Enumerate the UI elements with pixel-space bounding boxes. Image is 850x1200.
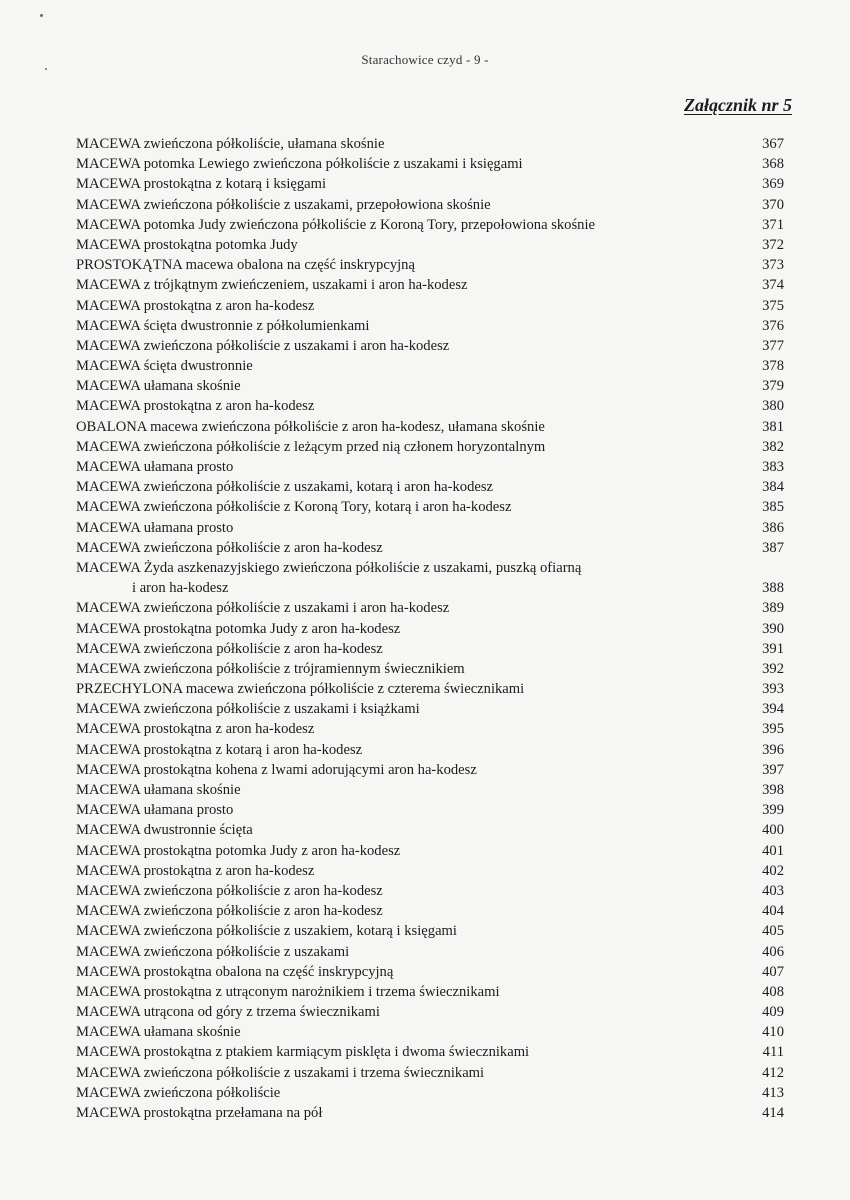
entry-description: MACEWA zwieńczona półkoliście z leżącym przed nią członem horyzontalnym xyxy=(76,438,546,455)
entry-line xyxy=(76,316,784,336)
entry-line xyxy=(76,820,784,840)
scan-speck xyxy=(45,68,47,70)
scan-speck xyxy=(40,14,43,17)
list-item xyxy=(76,921,784,941)
entry-number: 376 xyxy=(762,317,784,334)
list-item xyxy=(76,154,784,174)
entry-description: OBALONA macewa zwieńczona półkoliście z aron ha-kodesz, ułamana skośnie xyxy=(76,418,545,435)
list-item xyxy=(76,134,784,154)
entry-description: MACEWA zwieńczona półkoliście, ułamana skośnie xyxy=(76,136,385,152)
entry-line xyxy=(76,578,784,598)
entry-line xyxy=(76,518,784,538)
entry-number: 405 xyxy=(762,923,784,940)
entry-line xyxy=(76,780,784,800)
list-item xyxy=(76,174,784,194)
entry-line xyxy=(76,881,784,901)
entry-number: 412 xyxy=(762,1064,784,1081)
list-item xyxy=(76,982,784,1002)
entry-number: 401 xyxy=(762,842,784,859)
entry-description: MACEWA potomka Lewiego zwieńczona półkoliście z uszakami i księgami xyxy=(76,156,523,173)
entry-description: MACEWA prostokątna z kotarą i aron ha-kodesz xyxy=(76,741,363,758)
entry-line xyxy=(76,901,784,921)
entry-description: MACEWA zwieńczona półkoliście z aron ha-kodesz xyxy=(76,903,383,920)
running-header: Starachowice czyd - 9 - xyxy=(361,52,489,67)
entry-line xyxy=(76,255,784,275)
entry-number: 383 xyxy=(762,459,784,475)
entry-line xyxy=(76,134,784,154)
list-item xyxy=(76,820,784,840)
list-item xyxy=(76,316,784,336)
list-item xyxy=(76,881,784,901)
entry-description: MACEWA prostokątna z aron ha-kodesz xyxy=(76,398,315,415)
entry-description: MACEWA ułamana prosto xyxy=(76,802,234,819)
entry-line xyxy=(76,1002,784,1022)
entry-description: MACEWA prostokątna potomka Judy xyxy=(76,236,298,253)
entry-line xyxy=(76,497,784,517)
entry-description: MACEWA ścięta dwustronnie z półkolumienkami xyxy=(76,317,370,334)
entry-number: 370 xyxy=(762,196,784,213)
entry-line xyxy=(76,235,784,255)
entry-line xyxy=(76,457,784,477)
entry-number: 378 xyxy=(762,358,784,375)
list-item xyxy=(76,1083,784,1103)
list-item xyxy=(76,800,784,820)
entry-number: 399 xyxy=(762,802,784,819)
entry-number: 408 xyxy=(762,983,784,1000)
list-item xyxy=(76,376,784,396)
annex-title: Załącznik nr 5 xyxy=(683,95,792,115)
entry-description: MACEWA prostokątna z utrąconym narożnikiem i trzema świecznikami xyxy=(76,983,500,1000)
entry-number: 395 xyxy=(762,721,784,738)
entry-number: 406 xyxy=(762,943,784,960)
entry-number: 380 xyxy=(762,398,784,415)
entry-description: MACEWA prostokątna z ptakiem karmiącym pisklęta i dwoma świecznikami xyxy=(76,1044,530,1061)
entry-description: MACEWA prostokątna obalona na część inskrypcyjną xyxy=(76,963,394,980)
entry-line xyxy=(76,740,784,760)
entry-number: 403 xyxy=(762,882,784,899)
entry-line xyxy=(76,437,784,457)
list-item xyxy=(76,437,784,457)
entry-description: MACEWA zwieńczona półkoliście xyxy=(76,1084,281,1101)
entry-line xyxy=(76,861,784,881)
entry-description: MACEWA ułamana prosto xyxy=(76,519,234,536)
list-item xyxy=(76,417,784,437)
entry-number: 391 xyxy=(762,640,784,657)
entry-number: 411 xyxy=(762,1044,784,1061)
entry-number: 410 xyxy=(762,1024,784,1041)
entry-description: MACEWA prostokątna potomka Judy z aron ha-kodesz xyxy=(76,842,401,859)
entry-line xyxy=(76,1083,784,1103)
entry-number: 409 xyxy=(762,1004,784,1021)
entry-number: 379 xyxy=(762,378,784,395)
entry-line xyxy=(76,942,784,962)
entry-number: 382 xyxy=(762,438,784,455)
list-item xyxy=(76,1022,784,1042)
list-item xyxy=(76,780,784,800)
entry-description: MACEWA ułamana skośnie xyxy=(76,1024,241,1041)
entry-number: 404 xyxy=(762,903,784,920)
entry-description: MACEWA zwieńczona półkoliście z aron ha-kodesz xyxy=(76,640,383,657)
entry-number: 392 xyxy=(762,660,784,677)
list-item xyxy=(76,619,784,639)
entry-number: 372 xyxy=(762,236,784,253)
entry-line xyxy=(76,174,784,194)
entry-number: 393 xyxy=(762,681,784,698)
list-item xyxy=(76,679,784,699)
entry-line xyxy=(76,538,784,558)
entry-description: MACEWA prostokątna przełamana na pół xyxy=(76,1105,323,1121)
entry-line xyxy=(76,598,784,618)
entry-line xyxy=(76,195,784,215)
entry-number: 407 xyxy=(762,963,784,980)
entry-number: 402 xyxy=(762,862,784,879)
list-item xyxy=(76,215,784,235)
entry-line xyxy=(76,396,784,416)
entry-line xyxy=(76,760,784,780)
entry-line xyxy=(76,376,784,396)
entry-number: 389 xyxy=(762,600,784,617)
entry-description: MACEWA zwieńczona półkoliście z uszakami i książkami xyxy=(76,701,420,718)
entry-number: 371 xyxy=(762,216,784,233)
entry-description: MACEWA zwieńczona półkoliście z uszakami, przepołowiona skośnie xyxy=(76,196,491,213)
list-item xyxy=(76,942,784,962)
entry-description: MACEWA ścięta dwustronnie xyxy=(76,358,253,375)
entry-description: MACEWA prostokątna z aron ha-kodesz xyxy=(76,721,315,738)
entry-number: 385 xyxy=(762,499,784,516)
entry-description: MACEWA prostokątna kohena z lwami adorującymi aron ha-kodesz xyxy=(76,761,477,778)
entry-line xyxy=(76,296,784,316)
list-item xyxy=(76,296,784,316)
entry-description: MACEWA zwieńczona półkoliście z trójramiennym świecznikiem xyxy=(76,660,465,677)
entry-description: MACEWA zwieńczona półkoliście z uszakami i aron ha-kodesz xyxy=(76,337,450,354)
entry-description: MACEWA dwustronnie ścięta xyxy=(76,822,253,839)
entry-description: MACEWA Żyda aszkenazyjskiego zwieńczona półkoliście z uszakami, puszką ofiarną xyxy=(76,559,582,576)
list-item xyxy=(76,699,784,719)
entry-line xyxy=(76,982,784,1002)
entry-line xyxy=(76,659,784,679)
list-item xyxy=(76,457,784,477)
entry-description: MACEWA ułamana skośnie xyxy=(76,378,241,395)
list-item xyxy=(76,356,784,376)
entry-number: 377 xyxy=(762,337,784,354)
entry-description: MACEWA prostokątna potomka Judy z aron ha-kodesz xyxy=(76,620,401,637)
entry-description: MACEWA prostokątna z kotarą i księgami xyxy=(76,176,327,193)
entry-description: MACEWA prostokątna z aron ha-kodesz xyxy=(76,862,315,879)
list-item xyxy=(76,962,784,982)
entry-number: 381 xyxy=(762,418,784,435)
entry-description: MACEWA ułamana prosto xyxy=(76,459,234,475)
list-item xyxy=(76,336,784,356)
entry-number: 396 xyxy=(762,741,784,758)
entry-line xyxy=(76,699,784,719)
entry-line xyxy=(76,800,784,820)
entry-description: PRZECHYLONA macewa zwieńczona półkoliście z czterema świecznikami xyxy=(76,681,525,698)
entry-description: MACEWA zwieńczona półkoliście z uszakami i trzema świecznikami xyxy=(76,1064,485,1081)
entry-line xyxy=(76,477,784,497)
entry-line xyxy=(76,558,784,578)
entry-number: 413 xyxy=(762,1084,784,1101)
entry-number: 374 xyxy=(762,277,784,294)
list-item xyxy=(76,740,784,760)
entry-description-continuation: i aron ha-kodesz xyxy=(132,580,229,597)
entry-description: MACEWA potomka Judy zwieńczona półkoliście z Koroną Tory, przepołowiona skośnie xyxy=(76,216,595,233)
entry-number: 368 xyxy=(762,156,784,173)
list-item xyxy=(76,255,784,275)
list-item xyxy=(76,396,784,416)
entry-number: 384 xyxy=(762,479,784,496)
entry-description: MACEWA zwieńczona półkoliście z uszakami xyxy=(76,943,350,960)
entry-description: MACEWA utrącona od góry z trzema świecznikami xyxy=(76,1004,380,1021)
list-item xyxy=(76,760,784,780)
entry-number: 390 xyxy=(762,620,784,637)
entry-description: PROSTOKĄTNA macewa obalona na część inskrypcyjną xyxy=(76,257,415,274)
entry-description: MACEWA prostokątna z aron ha-kodesz xyxy=(76,297,315,314)
entry-number: 388 xyxy=(762,580,784,597)
entry-line xyxy=(76,1022,784,1042)
entry-line xyxy=(76,1042,784,1062)
entry-number: 397 xyxy=(762,761,784,778)
list-item xyxy=(76,1063,784,1083)
list-item xyxy=(76,1002,784,1022)
entry-number: 398 xyxy=(762,782,784,798)
entry-line xyxy=(76,841,784,861)
entry-number: 400 xyxy=(762,822,784,839)
list-item xyxy=(76,558,784,598)
entry-list xyxy=(76,134,784,1123)
entry-line xyxy=(76,215,784,235)
list-item xyxy=(76,235,784,255)
entry-description: MACEWA zwieńczona półkoliście z uszakami i aron ha-kodesz xyxy=(76,600,450,617)
list-item xyxy=(76,901,784,921)
entry-line xyxy=(76,1063,784,1083)
entry-number: 367 xyxy=(762,136,784,152)
entry-description: MACEWA zwieńczona półkoliście z uszakiem, kotarą i księgami xyxy=(76,923,457,940)
list-item xyxy=(76,518,784,538)
entry-description: MACEWA zwieńczona półkoliście z aron ha-kodesz xyxy=(76,539,383,556)
entry-description: MACEWA zwieńczona półkoliście z aron ha-kodesz xyxy=(76,882,383,899)
list-item xyxy=(76,719,784,739)
entry-line xyxy=(76,1103,784,1123)
entry-number: 373 xyxy=(762,257,784,274)
list-item xyxy=(76,195,784,215)
entry-line xyxy=(76,275,784,295)
entry-number: 386 xyxy=(762,519,784,536)
entry-description: MACEWA zwieńczona półkoliście z uszakami, kotarą i aron ha-kodesz xyxy=(76,479,493,496)
entry-number: 414 xyxy=(762,1105,784,1121)
list-item xyxy=(76,861,784,881)
list-item xyxy=(76,497,784,517)
entry-number: 387 xyxy=(762,539,784,556)
entry-line xyxy=(76,154,784,174)
entry-line xyxy=(76,962,784,982)
entry-line xyxy=(76,336,784,356)
list-item xyxy=(76,841,784,861)
list-item xyxy=(76,275,784,295)
entry-line xyxy=(76,639,784,659)
list-item xyxy=(76,1042,784,1062)
entry-number: 375 xyxy=(762,297,784,314)
entry-description: MACEWA ułamana skośnie xyxy=(76,782,241,798)
entry-line xyxy=(76,417,784,437)
list-item xyxy=(76,598,784,618)
entry-line xyxy=(76,356,784,376)
list-item xyxy=(76,639,784,659)
list-item xyxy=(76,659,784,679)
list-item xyxy=(76,477,784,497)
entry-number: 369 xyxy=(762,176,784,193)
entry-line xyxy=(76,719,784,739)
entry-description: MACEWA zwieńczona półkoliście z Koroną Tory, kotarą i aron ha-kodesz xyxy=(76,499,512,516)
entry-description: MACEWA z trójkątnym zwieńczeniem, uszakami i aron ha-kodesz xyxy=(76,277,468,294)
entry-line xyxy=(76,679,784,699)
list-item xyxy=(76,538,784,558)
entry-line xyxy=(76,921,784,941)
entry-line xyxy=(76,619,784,639)
list-item xyxy=(76,1103,784,1123)
entry-number: 394 xyxy=(762,701,784,718)
